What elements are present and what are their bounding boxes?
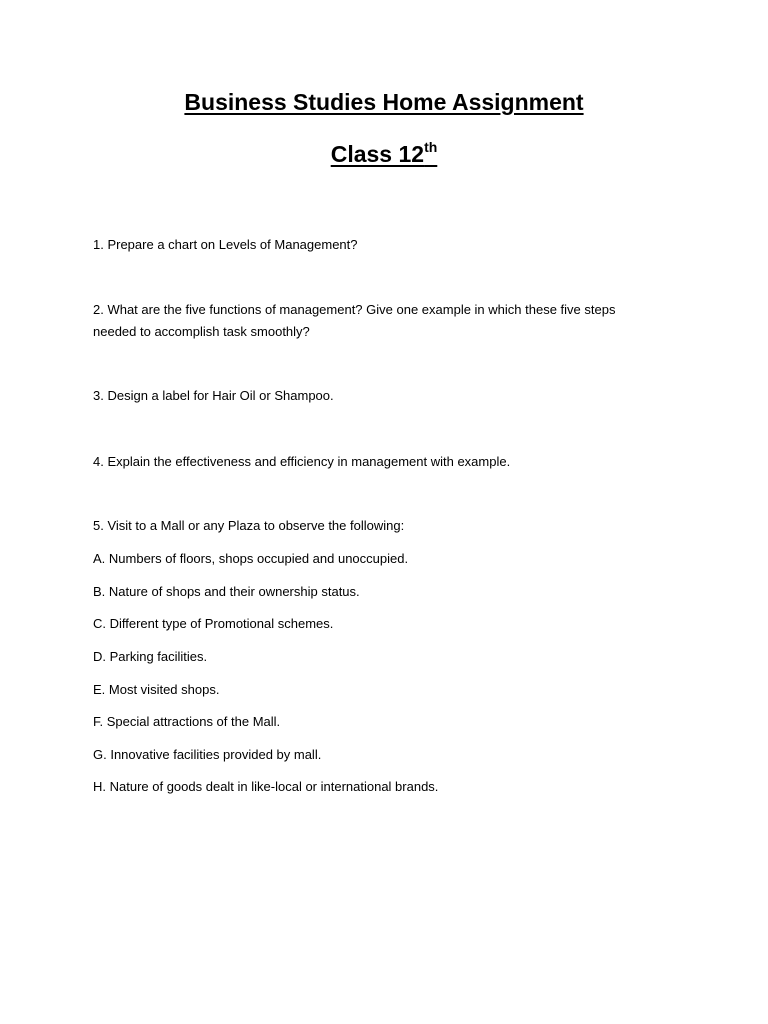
question-1: 1. Prepare a chart on Levels of Management? [93, 237, 358, 252]
question-5-item-e: E. Most visited shops. [93, 682, 220, 697]
class-superscript: th [424, 139, 438, 155]
question-5: 5. Visit to a Mall or any Plaza to observe the following: [93, 518, 405, 533]
question-5-item-d: D. Parking facilities. [93, 649, 208, 664]
class-heading [0, 141, 768, 168]
class-label: Class 12 [330, 141, 425, 167]
question-5-item-g: G. Innovative facilities provided by mall. [93, 747, 322, 762]
question-4: 4. Explain the effectiveness and efficiency in management with example. [93, 454, 511, 469]
question-3: 3. Design a label for Hair Oil or Shampoo. [93, 388, 334, 403]
question-5-item-c: C. Different type of Promotional schemes. [93, 616, 334, 631]
question-2-line-1: 2. What are the five functions of management? Give one example in which these five steps [93, 302, 616, 317]
question-2-line-2: needed to accomplish task smoothly? [93, 324, 310, 339]
question-5-item-h: H. Nature of goods dealt in like-local or international brands. [93, 779, 439, 794]
document-title: Business Studies Home Assignment [184, 89, 584, 115]
question-5-item-f: F. Special attractions of the Mall. [93, 714, 281, 729]
question-5-item-b: B. Nature of shops and their ownership status. [93, 584, 360, 599]
question-5-item-a: A. Numbers of floors, shops occupied and unoccupied. [93, 551, 409, 566]
